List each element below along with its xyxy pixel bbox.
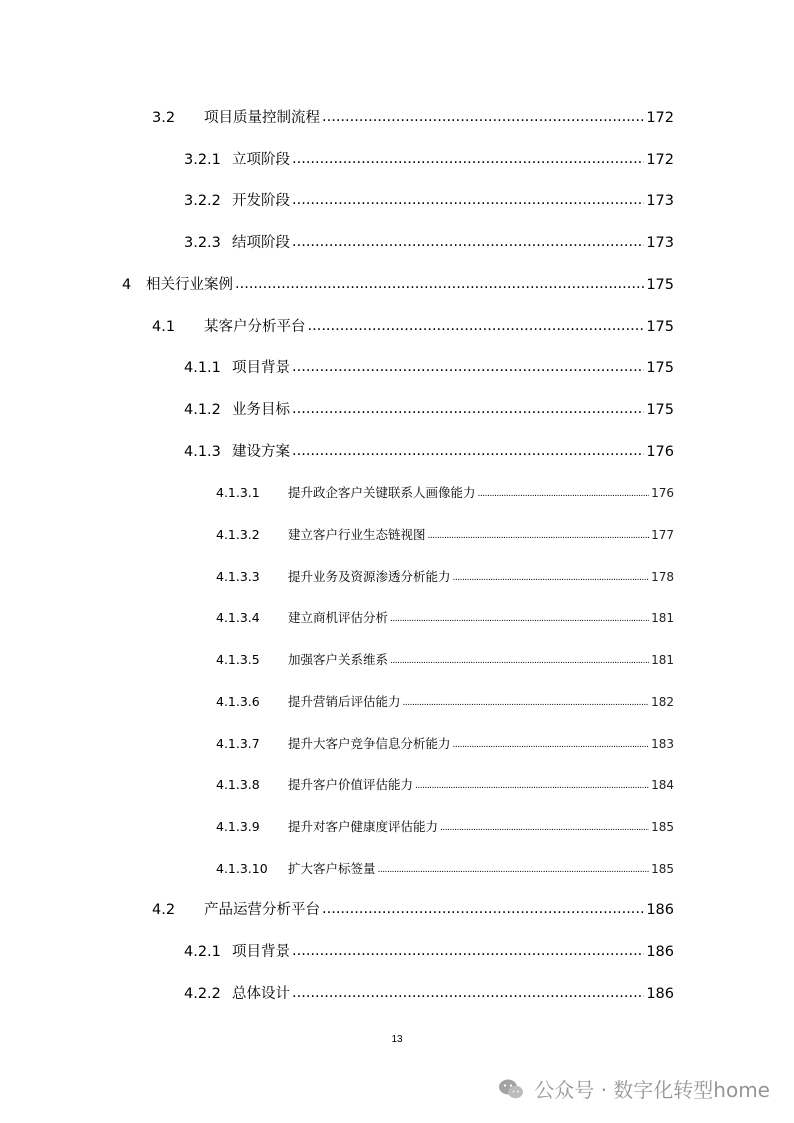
toc-entry-title: 建设方案 [232, 443, 290, 460]
toc-entry-number: 4.1.3.3 [216, 568, 260, 584]
toc-entry-number: 4.1.3.5 [216, 652, 260, 668]
toc-entry[interactable] [184, 231, 674, 255]
toc-entry-title: 提升客户价值评估能力 [288, 777, 414, 793]
toc-entry-title: 结项阶段 [232, 235, 290, 252]
toc-entry-page: 177 [651, 528, 674, 542]
toc-leader-dots [292, 439, 644, 463]
toc-entry-page: 186 [646, 985, 674, 1002]
page-number: 13 [391, 1034, 403, 1045]
toc-entry-page: 181 [651, 653, 674, 668]
toc-leader-dots [428, 524, 650, 548]
toc-entry-page: 184 [651, 778, 674, 793]
toc-entry-title: 总体设计 [232, 985, 290, 1002]
toc-entry-number: 3.2 [152, 110, 176, 126]
toc-entry-title: 项目质量控制流程 [204, 110, 320, 126]
toc-entry[interactable] [184, 189, 674, 213]
toc-entry-number: 4.1.3.10 [216, 860, 268, 876]
toc-entry-title: 提升政企客户关键联系人画像能力 [288, 485, 476, 501]
toc-leader-dots [415, 774, 649, 798]
toc-leader-dots [292, 230, 644, 254]
toc-entry-number: 4.1.3.8 [216, 777, 260, 793]
toc-entry-page: 178 [651, 569, 674, 584]
toc-entry[interactable] [216, 606, 674, 630]
toc-entry-title: 提升业务及资源渗透分析能力 [288, 568, 451, 584]
toc-entry-page: 175 [646, 360, 674, 377]
toc-entry-number: 4.2.1 [184, 944, 221, 960]
toc-entry-number: 4 [122, 276, 132, 293]
toc-entry-page: 176 [646, 443, 674, 460]
toc-leader-dots [453, 733, 650, 757]
toc-entry[interactable] [122, 273, 674, 297]
toc-entry-number: 4.2.2 [184, 985, 221, 1002]
toc-entry-title: 建立客户行业生态链视图 [288, 527, 426, 542]
toc-leader-dots [292, 355, 644, 379]
toc-entry[interactable] [216, 523, 674, 547]
toc-entry-title: 加强客户关系维系 [288, 652, 389, 668]
toc-entry-page: 175 [646, 401, 674, 418]
toc-entry[interactable] [184, 398, 674, 422]
toc-entry[interactable] [152, 315, 674, 339]
toc-entry-page: 183 [651, 736, 674, 751]
toc-entry-number: 4.1.3.1 [216, 485, 260, 501]
toc-entry-number: 4.1.3.7 [216, 735, 260, 751]
toc-entry-title: 产品运营分析平台 [204, 902, 320, 919]
toc-entry[interactable] [216, 815, 674, 839]
toc-entry-page: 181 [651, 611, 674, 626]
toc-entry-title: 提升大客户竞争信息分析能力 [288, 735, 451, 751]
toc-entry[interactable] [216, 565, 674, 589]
toc-leader-dots [322, 105, 644, 129]
toc-leader-dots [292, 939, 644, 963]
toc-entry-title: 立项阶段 [232, 151, 290, 168]
toc-entry-title: 开发阶段 [232, 193, 290, 210]
toc-entry-page: 185 [651, 861, 674, 876]
toc-entry-page: 172 [646, 110, 674, 126]
toc-entry-title: 项目背景 [232, 944, 290, 960]
toc-leader-dots [292, 188, 644, 212]
toc-leader-dots [378, 858, 650, 882]
toc-entry-title: 建立商机评估分析 [288, 610, 389, 626]
toc-entry[interactable] [184, 148, 674, 172]
toc-entry-page: 173 [646, 193, 674, 210]
toc-entry-number: 4.1.3.6 [216, 693, 260, 709]
toc-entry[interactable] [184, 356, 674, 380]
toc-entry[interactable] [152, 898, 674, 922]
toc-entry-number: 4.1.3.9 [216, 818, 260, 834]
toc-entry-number: 4.2 [152, 902, 176, 919]
toc-entry[interactable] [184, 440, 674, 464]
toc-entry-number: 4.1 [152, 318, 176, 335]
toc-entry-number: 3.2.2 [184, 193, 221, 210]
toc-entry-number: 4.1.1 [184, 360, 221, 377]
toc-entry-page: 172 [646, 151, 674, 168]
toc-entry-number: 4.1.3.4 [216, 610, 260, 626]
toc-entry[interactable] [216, 773, 674, 797]
toc-entry-page: 173 [646, 235, 674, 252]
toc-entry[interactable] [184, 982, 674, 1006]
toc-leader-dots [390, 607, 649, 631]
toc-entry-page: 185 [651, 819, 674, 834]
toc-entry-number: 4.1.3.2 [216, 527, 260, 542]
toc-entry[interactable] [216, 648, 674, 672]
toc-leader-dots [440, 816, 649, 840]
toc-leader-dots [322, 897, 644, 921]
toc-leader-dots [235, 272, 644, 296]
watermark-text: 公众号 · 数字化转型home [534, 1078, 770, 1102]
toc-leader-dots [403, 691, 650, 715]
toc-entry-number: 4.1.3 [184, 443, 221, 460]
toc-entry[interactable] [184, 940, 674, 964]
toc-leader-dots [292, 397, 644, 421]
toc-leader-dots [292, 981, 644, 1005]
toc-entry-number: 3.2.3 [184, 235, 221, 252]
toc-entry-title: 相关行业案例 [146, 276, 233, 293]
toc-entry-page: 175 [646, 276, 674, 293]
toc-entry[interactable] [216, 481, 674, 505]
toc-entry-title: 扩大客户标签量 [288, 860, 376, 876]
toc-entry[interactable] [216, 857, 674, 881]
toc-leader-dots [292, 147, 644, 171]
toc-entry-title: 提升营销后评估能力 [288, 693, 401, 709]
toc-leader-dots [308, 314, 645, 338]
watermark [498, 1074, 770, 1103]
wechat-icon [498, 1078, 524, 1100]
toc-entry-page: 186 [646, 944, 674, 960]
toc-entry-title: 提升对客户健康度评估能力 [288, 818, 439, 834]
toc-leader-dots [390, 649, 649, 673]
toc-entry-page: 175 [646, 318, 674, 335]
toc-entry[interactable] [216, 690, 674, 714]
toc-entry-title: 业务目标 [232, 401, 290, 418]
toc-entry-number: 4.1.2 [184, 401, 221, 418]
toc-entry-number: 3.2.1 [184, 151, 221, 168]
toc-entry-title: 某客户分析平台 [204, 318, 306, 335]
toc-leader-dots [453, 566, 650, 590]
toc-entry-page: 186 [646, 902, 674, 919]
toc-entry[interactable] [216, 732, 674, 756]
toc-leader-dots [478, 482, 650, 506]
toc-entry-title: 项目背景 [232, 360, 290, 377]
toc-entry-page: 176 [651, 486, 674, 501]
toc-entry-page: 182 [651, 694, 674, 709]
toc-entry[interactable] [152, 106, 674, 130]
